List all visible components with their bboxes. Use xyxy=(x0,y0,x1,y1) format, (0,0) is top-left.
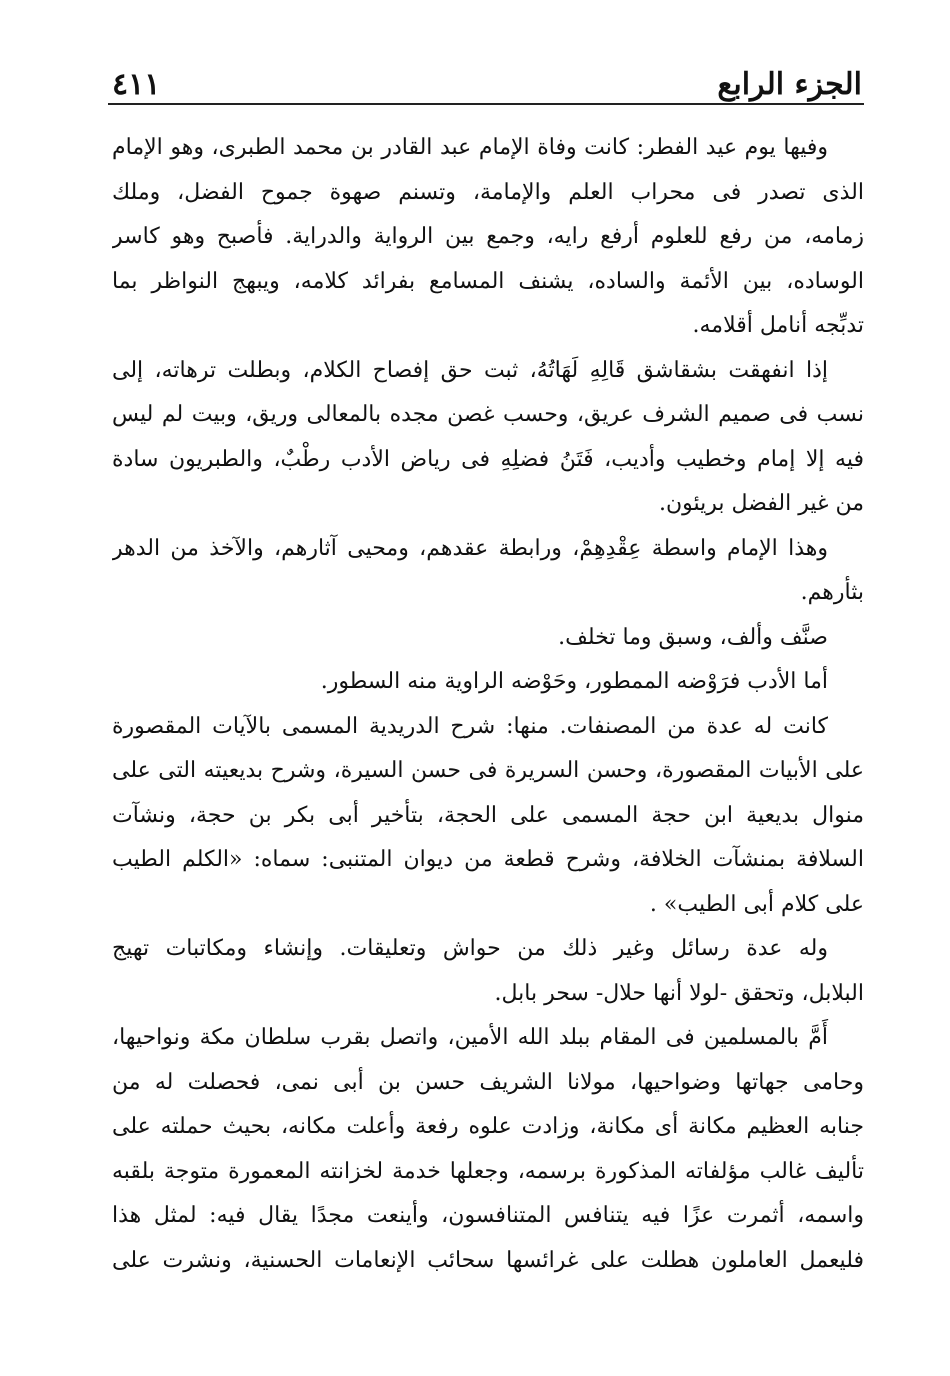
text-line: واسمه، أثمرت عزًا فيه يتنافس المتنافسون، وأينعت مجدًا يقال فيه: لمثل هذا xyxy=(112,1203,864,1228)
text-line: وله عدة رسائل وغير ذلك من حواش وتعليقات. وإنشاء ومكاتبات تهيج xyxy=(112,936,828,961)
text-line: الوساده، بين الأئمة والساده، يشنف المسامع بفرائد كلامه، ويبهج النواظر بما xyxy=(112,268,864,294)
text-line: وهذا الإمام واسطة عِقْدِهِمْ، ورابطة عقدهم، ومحيى آثارهم، والآخذ من الدهر xyxy=(112,535,828,561)
running-title: الجزء الرابع xyxy=(717,67,862,102)
text-line: كانت له عدة من المصنفات. منها: شرح الدريدية المسمى بالآيات المقصورة xyxy=(112,713,828,739)
text-line: الذى تصدر فى محراب العلم والإمامة، وتسنم صهوة جموح الفضل، وملك xyxy=(112,179,864,205)
text-line: إذا انفهقت بشقاشق قَالِهِ لَهَاتُهُ، ثبت حق إفصاح الكلام، وبطلت ترهاته، إلى xyxy=(112,357,828,383)
text-line: فليعمل العاملون هطلت على غرائسها سحائب الإنعامات الحسنية، ونشرت على xyxy=(112,1247,864,1273)
text-line: منوال بديعية ابن حجة المسمى على الحجة، بتأخير أبى بكر بن حجة، ونشآت xyxy=(112,802,864,828)
text-line: أما الأدب فرَوْضه الممطور، وحَوْضه الراوية منه السطور. xyxy=(320,669,828,694)
text-line: البلابل، وتحقق -لولا أنها حلال- سحر بابل. xyxy=(494,980,864,1006)
text-line: وفيها يوم عيد الفطر: كانت وفاة الإمام عبد القادر بن محمد الطبرى، وهو الإمام xyxy=(112,135,828,160)
page-number: ٤١١ xyxy=(112,67,161,102)
text-line: على كلام أبى الطيب» . xyxy=(649,891,864,917)
text-line: نسب فى صميم الشرف عريق، وحسب غصن مجده بالمعالى وريق، وبيت لم ليس xyxy=(112,402,864,427)
header-rule xyxy=(108,103,864,105)
text-line: بثأرهم. xyxy=(800,580,864,605)
page-header xyxy=(112,52,862,100)
text-line: وحامى جهاتها وضواحيها، مولانا الشريف حسن بن أبى نمى، فحصلت له من xyxy=(112,1069,864,1095)
text-line: السلافة بمنشآت الخلافة، وشرح قطعة من ديوان المتنبى: سماه: «الكلم الطيب xyxy=(112,847,864,872)
text-line: على الأبيات المقصورة، وحسن السريرة فى حسن السيرة، وشرح بديعيته التى على xyxy=(112,758,864,783)
text-line: أَمَّ بالمسلمين فى المقام ببلد الله الأمين، واتصل بقرب سلطان مكة ونواحيها، xyxy=(112,1025,828,1050)
text-line: جنابه العظيم مكانة أى مكانة، وزادت علوه رفعة وأعلت مكانه، بحيث حملته على xyxy=(112,1114,864,1139)
text-line: زمامه، من رفع للعلوم أرفع رايه، وجمع بين الرواية والدراية. فأصبح وهو كاسر xyxy=(112,224,864,249)
text-line: فيه إلا إمام وخطيب وأديب، فَتَنُ فضلِهِ فى رياض الأدب رطْبٌ، والطبريون سادة xyxy=(112,446,864,472)
text-line: تدبِّجه أنامل أقلامه. xyxy=(692,313,864,338)
text-line: تأليف غالب مؤلفاته المذكورة برسمه، وجعلها خدمة لخزانته المعمورة متوجة بلقبه xyxy=(112,1158,864,1184)
text-line: من غير الفضل بريئون. xyxy=(658,491,864,516)
text-line: صنَّف وألف، وسبق وما تخلف. xyxy=(558,624,828,650)
page-body xyxy=(112,126,864,1283)
